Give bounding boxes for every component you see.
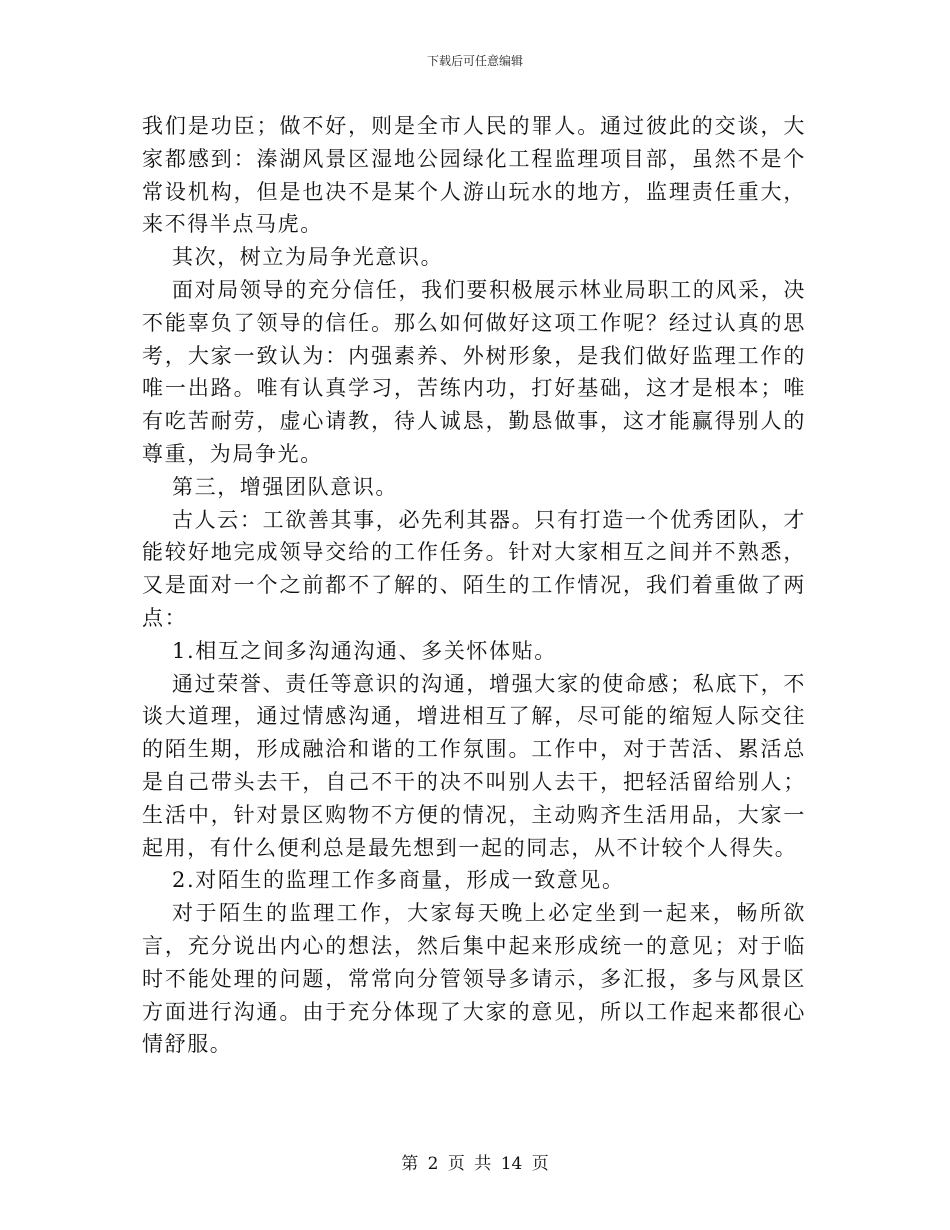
list-item-heading: 1.相互之间多沟通沟通、多关怀体贴。 xyxy=(172,638,557,663)
paragraph: 对于陌生的监理工作，大家每天晚上必定坐到一起来，畅所欲言，充分说出内心的想法，然后集中起来形成统一的意见；对于临时不能处理的问题，常常向分管领导多请示，多汇报，多与风景区方面进行沟通。由于充分体现了大家的意见，所以工作起来都很心情舒服。 xyxy=(142,901,806,1057)
paragraph: 古人云：工欲善其事，必先利其器。只有打造一个优秀团队，才能较好地完成领导交给的工作任务。针对大家相互之间并不熟悉，又是面对一个之前都不了解的、陌生的工作情况，我们着重做了两点： xyxy=(142,507,806,630)
page-number-footer: 第 2 页 共 14 页 xyxy=(401,1154,549,1174)
document-body xyxy=(142,110,806,1061)
paragraph: 通过荣誉、责任等意识的沟通，增强大家的使命感；私底下，不谈大道理，通过情感沟通，增进相互了解，尽可能的缩短人际交往的陌生期，形成融洽和谐的工作氛围。工作中，对于苦活、累活总是自己带头去干，自己不干的决不叫别人去干，把轻活留给别人；生活中，针对景区购物不方便的情况，主动购齐生活用品，大家一起用，有什么便利总是最先想到一起的同志，从不计较个人得失。 xyxy=(142,671,806,860)
paragraph-continuation: 我们是功臣；做不好，则是全市人民的罪人。通过彼此的交谈，大家都感到：溱湖风景区湿地公园绿化工程监理项目部，虽然不是个常设机构，但是也决不是某个人游山玩水的地方，监理责任重大，来不得半点马虎。 xyxy=(142,114,806,237)
paragraph: 面对局领导的充分信任，我们要积极展示林业局职工的风采，决不能辜负了领导的信任。那么如何做好这项工作呢？经过认真的思考，大家一致认为：内强素养、外树形象，是我们做好监理工作的唯一出路。唯有认真学习，苦练内功，打好基础，这才是根本；唯有吃苦耐劳，虚心请教，待人诚恳，勤恳做事，这才能赢得别人的尊重，为局争光。 xyxy=(142,277,806,466)
section-heading-second: 其次，树立为局争光意识。 xyxy=(172,245,444,270)
list-item-heading: 2.对陌生的监理工作多商量，形成一致意见。 xyxy=(172,868,625,893)
section-heading-third: 第三，增强团队意识。 xyxy=(172,474,398,499)
page-header: 下载后可任意编辑 xyxy=(426,54,523,68)
